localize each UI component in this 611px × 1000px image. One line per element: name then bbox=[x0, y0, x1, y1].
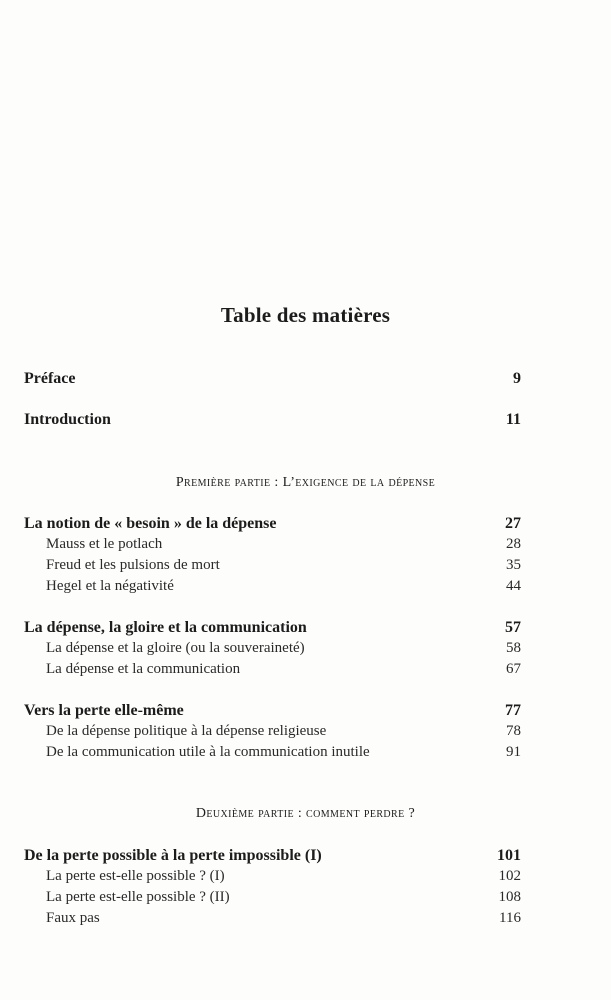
toc-chapter[interactable] bbox=[24, 619, 521, 637]
section-page: 78 bbox=[506, 723, 521, 739]
section-label: Faux pas bbox=[46, 910, 100, 926]
chapter-page: 77 bbox=[505, 702, 521, 719]
section-page: 28 bbox=[506, 536, 521, 552]
section-page: 67 bbox=[506, 661, 521, 677]
toc-section[interactable] bbox=[46, 557, 521, 574]
entry-page: 11 bbox=[505, 411, 521, 428]
toc-section[interactable] bbox=[46, 889, 521, 906]
toc-section[interactable] bbox=[46, 661, 521, 678]
toc-section[interactable] bbox=[46, 640, 521, 657]
section-label: Freud et les pulsions de mort bbox=[46, 557, 220, 573]
toc-section[interactable] bbox=[46, 910, 521, 927]
chapter-label: La dépense, la gloire et la communication bbox=[24, 619, 307, 636]
toc-section[interactable] bbox=[46, 744, 521, 761]
section-page: 116 bbox=[499, 910, 521, 926]
section-label: De la communication utile à la communication inutile bbox=[46, 744, 370, 760]
section-page: 102 bbox=[498, 868, 521, 884]
section-page: 44 bbox=[506, 578, 521, 594]
entry-label: Introduction bbox=[24, 411, 111, 428]
part-heading-2: Deuxième partie : comment perdre ? bbox=[195, 806, 416, 821]
toc-section[interactable] bbox=[46, 536, 521, 553]
section-page: 58 bbox=[506, 640, 521, 656]
section-page: 108 bbox=[498, 889, 521, 905]
part-heading-1: Première partie : L’exigence de la dépense bbox=[175, 475, 436, 490]
section-page: 35 bbox=[506, 557, 521, 573]
toc-section[interactable] bbox=[46, 723, 521, 740]
chapter-label: De la perte possible à la perte impossible (I) bbox=[24, 847, 322, 864]
toc-chapter[interactable] bbox=[24, 847, 521, 865]
section-label: Hegel et la négativité bbox=[46, 578, 174, 594]
section-page: 91 bbox=[506, 744, 521, 760]
section-label: Mauss et le potlach bbox=[46, 536, 163, 552]
entry-page: 9 bbox=[513, 370, 521, 387]
section-label: De la dépense politique à la dépense religieuse bbox=[46, 723, 327, 739]
chapter-page: 101 bbox=[497, 847, 521, 864]
toc-entry-preface[interactable] bbox=[24, 370, 521, 388]
chapter-page: 27 bbox=[505, 515, 521, 532]
toc-section[interactable] bbox=[46, 578, 521, 595]
section-label: La dépense et la gloire (ou la souveraineté) bbox=[46, 640, 305, 656]
section-label: La dépense et la communication bbox=[46, 661, 241, 677]
section-label: La perte est-elle possible ? (II) bbox=[46, 889, 230, 905]
chapter-label: La notion de « besoin » de la dépense bbox=[24, 515, 277, 532]
section-label: La perte est-elle possible ? (I) bbox=[46, 868, 225, 884]
chapter-label: Vers la perte elle-même bbox=[24, 702, 184, 719]
entry-label: Préface bbox=[24, 370, 76, 387]
chapter-page: 57 bbox=[505, 619, 521, 636]
toc-section[interactable] bbox=[46, 868, 521, 885]
page-title: Table des matières bbox=[220, 303, 391, 327]
toc-chapter[interactable] bbox=[24, 515, 521, 533]
toc-chapter[interactable] bbox=[24, 702, 521, 720]
toc-entry-introduction[interactable] bbox=[24, 411, 521, 429]
